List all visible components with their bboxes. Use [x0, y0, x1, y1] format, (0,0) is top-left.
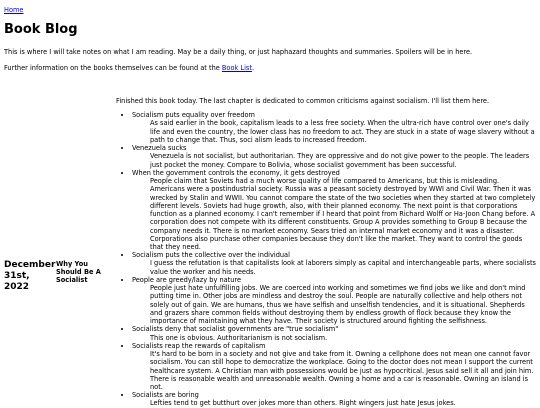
blog-intro: This is where I will take notes on what I am reading. May be a daily thing, or just haphazard thoughts and summaries. Spoilers will be in here.: [4, 48, 473, 56]
entry-body: [116, 97, 536, 408]
point-heading: • Socialists reap the rewards of capitalism: [132, 341, 266, 350]
point-heading: • Socialists deny that socialist governments are "true socialism": [132, 325, 339, 334]
point-heading: • Venezuela sucks: [132, 144, 187, 153]
list-item: [132, 144, 536, 169]
entry-intro: Finished this book today. The last chapter is dedicated to common criticisms against socialism. I'll list them here.: [116, 97, 490, 105]
list-item: [132, 111, 536, 144]
point-heading: • Socialists are boring: [132, 391, 199, 400]
point-description: It's hard to be born in a society and not give and take from it. Owning a cellphone does not mean one cannot favor socialism. You can still hope to democratize the workplace. Going to the doctor does not mean I support the current healthcare system. A Christian man with possessions would be just as hypocritical. Jesus said sell it all and join him. There is reasonable wealth and unreasonable wealth. Owning a home and a car is reasonable. Owning an island is not.: [150, 350, 534, 391]
point-description: As said earlier in the book, capitalism leads to a less free society. When the ultra-rich have control over one's daily life and even the country, the lower class has no freedom to act. They are stuck in a state of wage slavery without a path to change that. Thus, soci alism leads to increased freedom.: [150, 119, 535, 144]
home-link[interactable]: Home: [4, 6, 24, 14]
list-item: [132, 325, 536, 341]
list-item: [132, 342, 536, 391]
point-heading: • When the government controls the economy, it gets destroyed: [132, 168, 340, 177]
further-info-prefix: Further information on the books themselves can be found at the: [4, 64, 222, 72]
list-item: [132, 276, 536, 325]
point-description: Venezuela is not socialist, but authoritarian. They are oppressive and do not give power to the people. The leaders just pocket the money. Compare to Bolivia, whose socialist government has been successful.: [150, 152, 530, 169]
page-title: Book Blog: [4, 22, 78, 37]
entry-title: Why You Should Be A Socialist: [56, 260, 101, 285]
list-item: [132, 251, 536, 276]
point-heading: • Socialism puts the collective over the individual: [132, 251, 290, 260]
point-description: People claim that Soviets had a much worse quality of life compared to Americans, but this is misleading. Americans were a postindustrial society. Russia was a peasant society destroyed by WWI and Civil War. Then it was wrecked by Stalin and WWII. You cannot compare the state of the two societies when they started at two completely different levels. Soviets had huge growth, also, with their planned economy. The next point is that corporations function as a planned economy. I can't remember if I heard that point from Richard Wolff or Ha-Joon Chang before. A corporation does not compete with its different constituents. Group A provides something to Group B because the company needs it. There is no market economy. Sears tried an internal market economy and it was a disaster. Corporations also purchase other companies because they don't like the market. They want to control the goods that they need.: [150, 177, 536, 251]
book-list-link[interactable]: Book List: [221, 64, 252, 72]
point-description: People just hate unfulfilling jobs. We are coerced into working and sometimes we find jobs we like and don't mind putting time in. Other jobs are mindless and destroy the soul. People are naturally collective and help others not solely out of gain. We are humans, thus we have selfish and unselfish tendencies, and it is situational. Shepherds and grazers share common fields without destroying them by endless growth of flock because they know the importance of maintaining what they have. Their society is structured around fighting the selfishness.: [150, 284, 526, 326]
list-item: [132, 391, 536, 407]
further-info-text: [4, 64, 534, 72]
point-description: I guess the refutation is that capitalists look at laborers simply as capital and interchangeable parts, where socialists value the worker and his needs.: [150, 259, 536, 276]
entry-date: December 31st, 2022: [4, 260, 56, 292]
point-heading: • People are greedy/lazy by nature: [132, 275, 242, 284]
point-description: This one is obvious. Authoritarianism is not socialism.: [150, 333, 328, 342]
further-info-suffix: .: [251, 64, 255, 72]
list-item: [132, 169, 536, 251]
point-heading: • Socialism puts equality over freedom: [132, 111, 255, 120]
point-description: Lefties tend to get butthurt over jokes more than others. Right wingers just hate Jesus jokes.: [150, 399, 456, 408]
criticism-list: [116, 111, 536, 407]
